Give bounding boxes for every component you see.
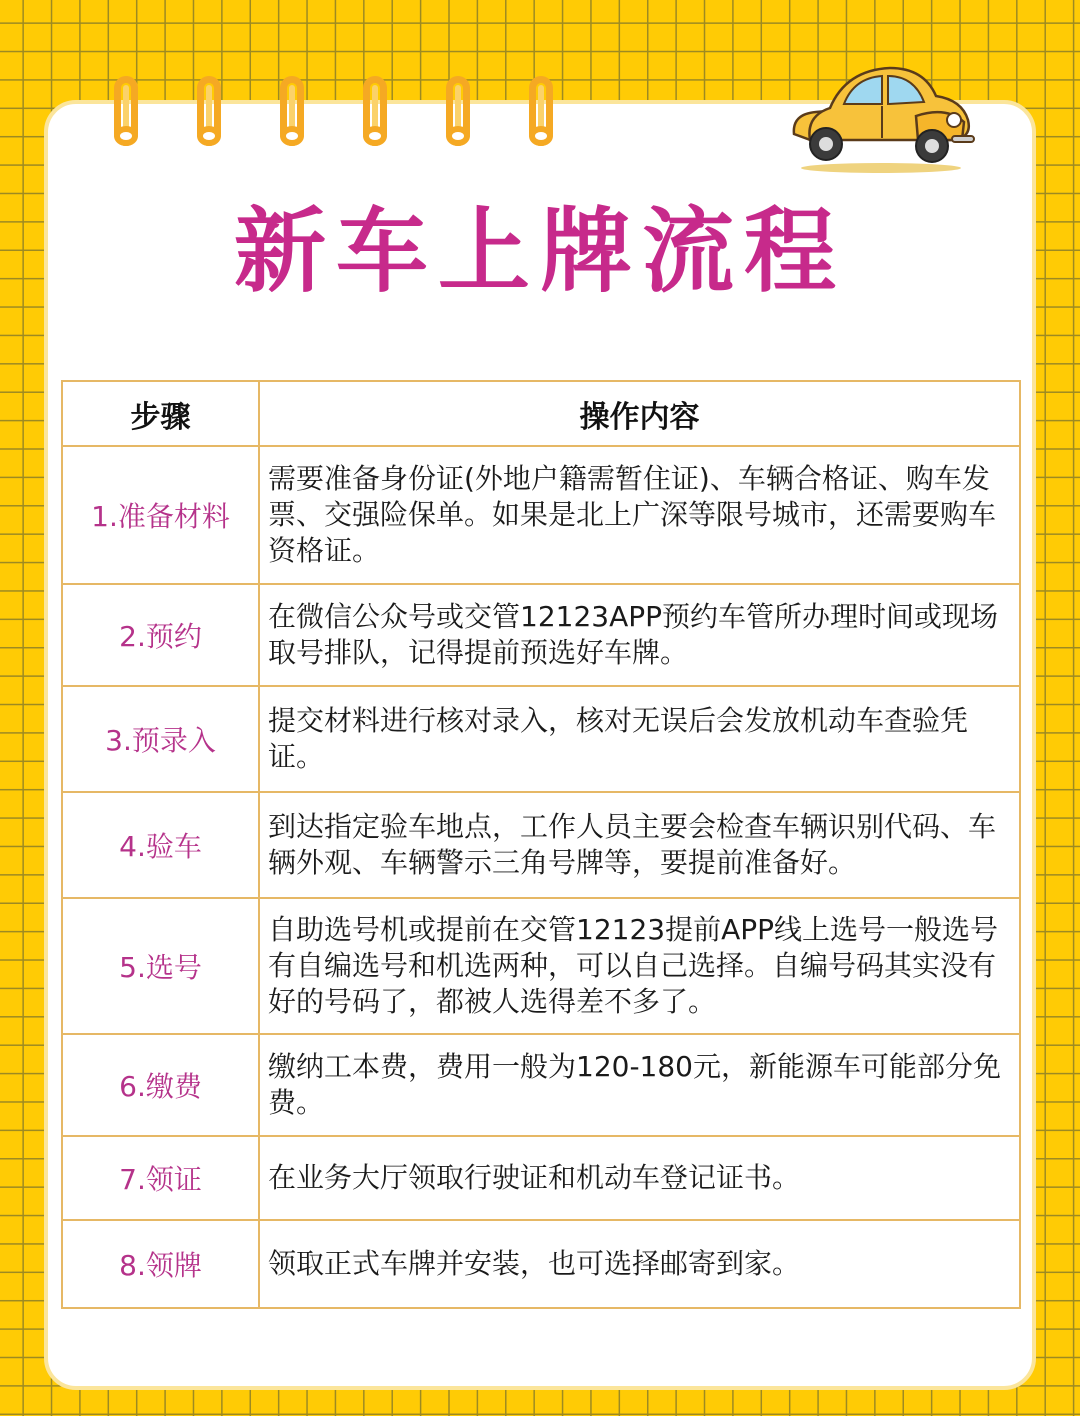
step-content: 在微信公众号或交管12123APP预约车管所办理时间或现场取号排队，记得提前预选好车牌。	[259, 584, 1020, 686]
page-title: 新车上牌流程	[233, 198, 846, 305]
table-row	[62, 792, 1020, 898]
step-content: 领取正式车牌并安装，也可选择邮寄到家。	[259, 1220, 1020, 1308]
step-label: 4.验车	[62, 792, 259, 898]
table-row	[62, 686, 1020, 792]
header-step: 步骤	[62, 381, 259, 446]
step-label: 2.预约	[62, 584, 259, 686]
step-content: 需要准备身份证(外地户籍需暂住证)、车辆合格证、购车发票、交强险保单。如果是北上广深等限号城市，还需要购车资格证。	[259, 446, 1020, 584]
header-content: 操作内容	[259, 381, 1020, 446]
table-row	[62, 446, 1020, 584]
table-row	[62, 1034, 1020, 1136]
step-content: 提交材料进行核对录入，核对无误后会发放机动车查验凭证。	[259, 686, 1020, 792]
yellow-car-icon	[786, 56, 976, 176]
step-content: 缴纳工本费，费用一般为120-180元，新能源车可能部分免费。	[259, 1034, 1020, 1136]
step-label: 6.缴费	[62, 1034, 259, 1136]
table-header-row	[62, 381, 1020, 446]
step-content: 自助选号机或提前在交管12123提前APP线上选号一般选号有自编选号和机选两种，可以自己选择。自编号码其实没有好的号码了，都被人选得差不多了。	[259, 898, 1020, 1034]
steps-table	[61, 380, 1021, 1309]
table-row	[62, 1220, 1020, 1308]
table-row	[62, 1136, 1020, 1220]
step-content: 到达指定验车地点，工作人员主要会检查车辆识别代码、车辆外观、车辆警示三角号牌等，要提前准备好。	[259, 792, 1020, 898]
step-label: 8.领牌	[62, 1220, 259, 1308]
step-label: 3.预录入	[62, 686, 259, 792]
table-row	[62, 584, 1020, 686]
step-label: 7.领证	[62, 1136, 259, 1220]
step-label: 5.选号	[62, 898, 259, 1034]
step-content: 在业务大厅领取行驶证和机动车登记证书。	[259, 1136, 1020, 1220]
step-label: 1.准备材料	[62, 446, 259, 584]
table-row	[62, 898, 1020, 1034]
